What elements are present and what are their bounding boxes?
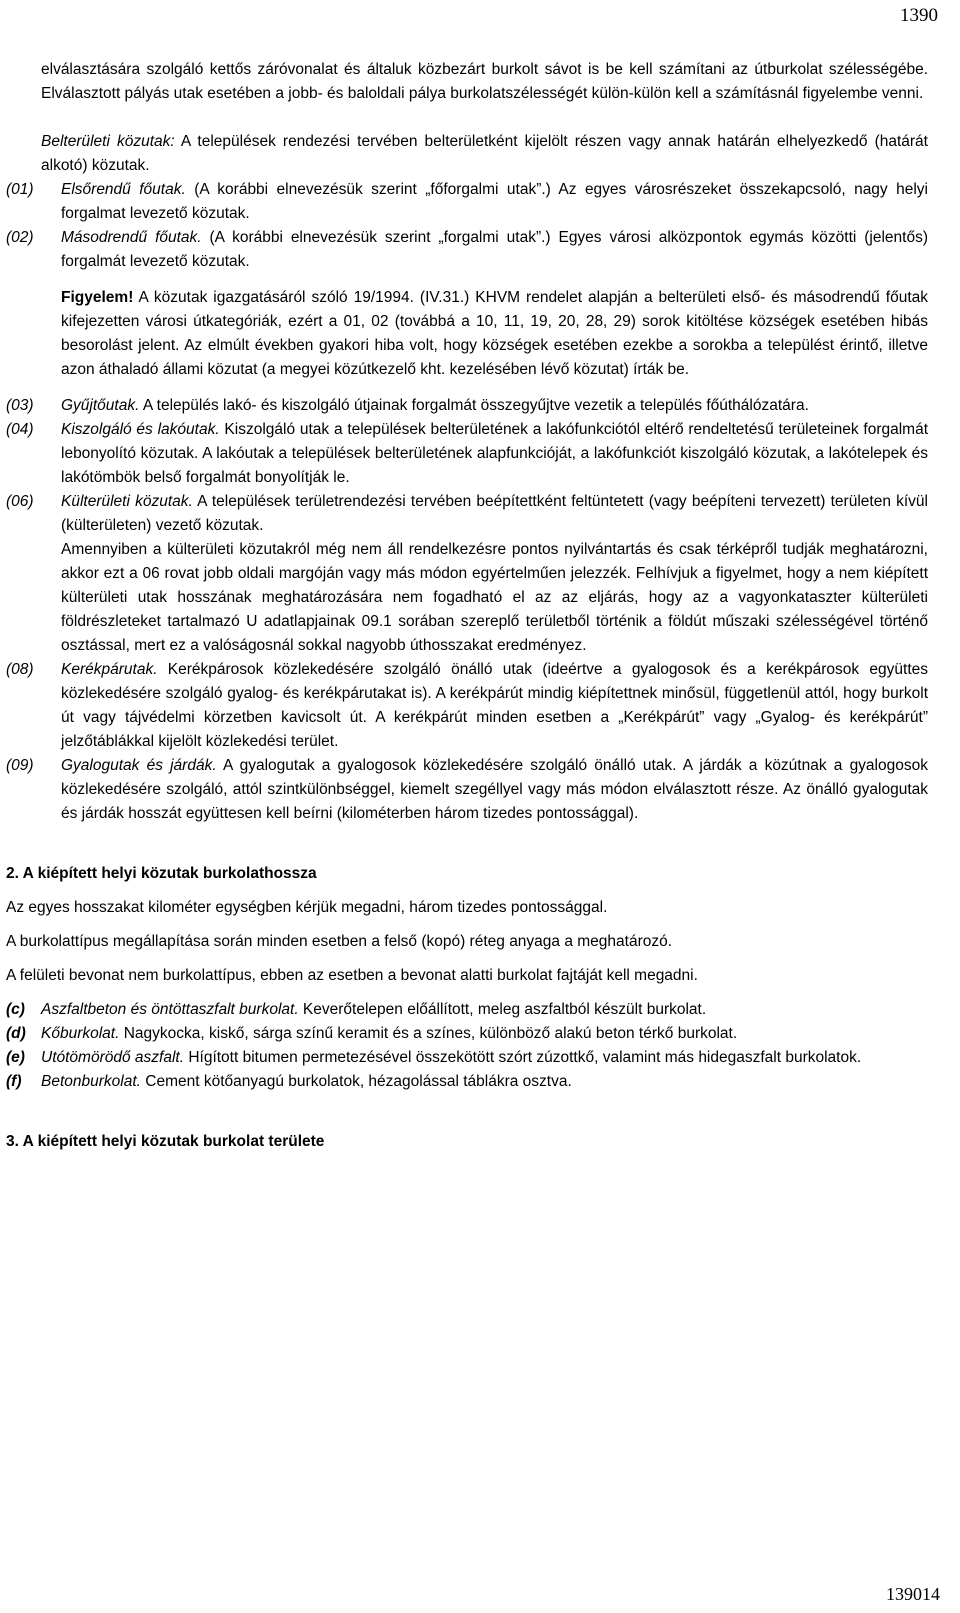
list-item <box>6 178 928 226</box>
item-text: Keverőtelepen előállított, meleg aszfaltból készült burkolat. <box>298 1001 707 1018</box>
item-code: (03) <box>6 397 34 414</box>
item-term: Utótömörödő aszfalt. <box>41 1049 185 1066</box>
belterulet-text: A települések rendezési tervében belterületként kijelölt részen vagy annak határán elhelyezkedő (határát alkotó) közutak. <box>41 133 928 174</box>
item-extra-text: Amennyiben a külterületi közutakról még nem áll rendelkezésre pontos nyilvántartás és csak térképről tudják meghatározni, akkor ezt a 06 rovat jobb oldali margóján vagy más módon egyértelműen jelezzék. Felhívjuk a figyelmet, hogy a nem kiépített külterületi utak hosszának meghatározására nem fogadható el az az eljárás, hogy az a vagyonkataszter külterületi földrészleteket tartalmazó U adatlapjainak 09.1 sorában szereplő területből történik a földút műszaki szélességével történő osztással, mert ez a valóságosnál sokkal nagyobb úthosszakat eredményez. <box>61 541 928 654</box>
list-item <box>6 754 928 826</box>
section-2-paragraph-3: A felületi bevonat nem burkolattípus, ebben az esetben a bevonat alatti burkolat fajtáját kell megadni. <box>6 967 698 984</box>
item-term: Másodrendű főutak. <box>61 229 202 246</box>
item-term: Aszfaltbeton és öntöttaszfalt burkolat. <box>41 1001 299 1018</box>
list-item <box>6 1022 928 1046</box>
warning-text: A közutak igazgatásáról szóló 19/1994. (IV.31.) KHVM rendelet alapján a belterületi első- és másodrendű főutak kifejezetten városi útkategóriák, ezért a 01, 02 (továbbá a 10, 11, 19, 20, 28, 29) sorok kitöltése községek esetében hibás besorolást jelent. Az elmúlt években gyakori hiba volt, hogy községek esetében ezekbe a sorokba a települést érintő, illetve azon áthaladó állami közutat (a megyei közútkezelő kht. kezelésében lévő közutat) írták be. <box>61 289 928 378</box>
item-code: (e) <box>6 1049 25 1066</box>
item-text: (A korábbi elnevezésük szerint „forgalmi utak”.) Egyes városi alközpontok egymás közötti (jelentős) forgalmát levezető közutak. <box>61 229 928 270</box>
list-item <box>6 418 929 490</box>
item-code: (f) <box>6 1073 22 1090</box>
item-term: Betonburkolat. <box>41 1073 141 1090</box>
item-text: Nagykocka, kiskő, sárga színű keramit és a színes, különböző alakú beton térkő burkolat. <box>119 1025 738 1042</box>
list-item <box>6 394 928 418</box>
item-code: (01) <box>6 181 34 198</box>
section-2-paragraph-2: A burkolattípus megállapítása során minden esetben a felső (kopó) réteg anyaga a meghatározó. <box>6 933 673 950</box>
item-term: Gyalogutak és járdák. <box>61 757 217 774</box>
item-code: (d) <box>6 1025 26 1042</box>
item-code: (c) <box>6 1001 25 1018</box>
item-text: (A korábbi elnevezésük szerint „főforgalmi utak”.) Az egyes városrészeket összekapcsoló, nagy helyi forgalmat levezető közutak. <box>61 181 928 222</box>
section-2-paragraph-1: Az egyes hosszakat kilométer egységben kérjük megadni, három tizedes pontossággal. <box>6 899 608 916</box>
belterulet-title: Belterületi közutak: <box>41 133 175 150</box>
item-term: Elsőrendű főutak. <box>61 181 186 198</box>
intro-paragraph: elválasztására szolgáló kettős záróvonalat és általuk közbezárt burkolt sávot is be kell számítani az útburkolat szélességébe. Elválasztott pályás utak esetében a jobb- és baloldali pálya burkolatszélességét külön-külön kell a számításnál figyelembe venni. <box>41 61 928 102</box>
item-code: (02) <box>6 229 34 246</box>
item-code: (09) <box>6 757 34 774</box>
item-term: Kerékpárutak. <box>61 661 158 678</box>
list-item <box>6 1046 928 1070</box>
item-text: Hígított bitumen permetezésével összekötött szórt zúzottkő, valamint más hidegaszfalt burkolatok. <box>184 1049 862 1066</box>
item-text: A gyalogutak a gyalogosok közlekedésére szolgáló önálló utak. A járdák a közútnak a gyalogosok közlekedésére szolgáló, attól szintkülönbséggel, kiemelt szegéllyel vagy más módon elválasztott része. Az önálló gyalogutak és járdák hosszát együttesen kell beírni (kilométerben három tizedes pontossággal). <box>61 757 928 822</box>
document-body <box>0 58 960 1154</box>
list-item <box>6 226 928 274</box>
warning-label: Figyelem! <box>61 289 134 306</box>
section-2-heading: 2. A kiépített helyi közutak burkolathossza <box>6 865 317 882</box>
item-code: (04) <box>6 421 34 438</box>
list-item <box>6 658 928 754</box>
item-text: Kerékpárosok közlekedésére szolgáló önálló utak (ideértve a gyalogosok és a kerékpárosok együttes közlekedésére szolgáló gyalog- és kerékpárutakat is). A kerékpárút mindig kiépítettnek minősül, függetlenül attól, hogy burkolt út vagy tájvédelmi körzetben kavicsolt út. A kerékpárút minden esetben a „Kerékpárút” vagy „Gyalog- és kerékpárút” jelzőtáblákkal kijelölt közlekedési terület. <box>61 661 928 750</box>
item-text: Cement kötőanyagú burkolatok, hézagolással táblákra osztva. <box>140 1073 572 1090</box>
warning-paragraph <box>61 286 928 382</box>
list-item <box>6 998 928 1022</box>
item-term: Kiszolgáló és lakóutak. <box>61 421 220 438</box>
list-item <box>6 490 928 658</box>
item-code: (06) <box>6 493 34 510</box>
item-text: Kiszolgáló utak a települések belterületének a lakófunkciótól eltérő rendeltetésű területeinek forgalmát lebonyolító közutak. A lakóutak a települések belterületének alapfunkcióját, a lakófunkciót kiszolgáló közutak, a lakótelepek és lakótömbök belső forgalmát bonyolítják le. <box>61 421 929 486</box>
item-text: A település lakó- és kiszolgáló útjainak forgalmát összegyűjtve vezetik a település főúthálózatára. <box>139 397 809 414</box>
item-term: Kőburkolat. <box>41 1025 120 1042</box>
section-3-heading: 3. A kiépített helyi közutak burkolat területe <box>6 1133 325 1150</box>
item-term: Külterületi közutak. <box>61 493 193 510</box>
item-code: (08) <box>6 661 34 678</box>
page-number-bottom: 139014 <box>886 1584 940 1604</box>
list-item <box>6 1070 928 1094</box>
item-term: Gyűjtőutak. <box>61 397 140 414</box>
page-number-top: 1390 <box>900 5 938 26</box>
item-text: A települések területrendezési tervében beépítettként feltüntetett (vagy beépíteni tervezett) területen kívül (külterületen) vezető közutak. <box>61 493 928 534</box>
belterulet-paragraph <box>41 130 928 178</box>
